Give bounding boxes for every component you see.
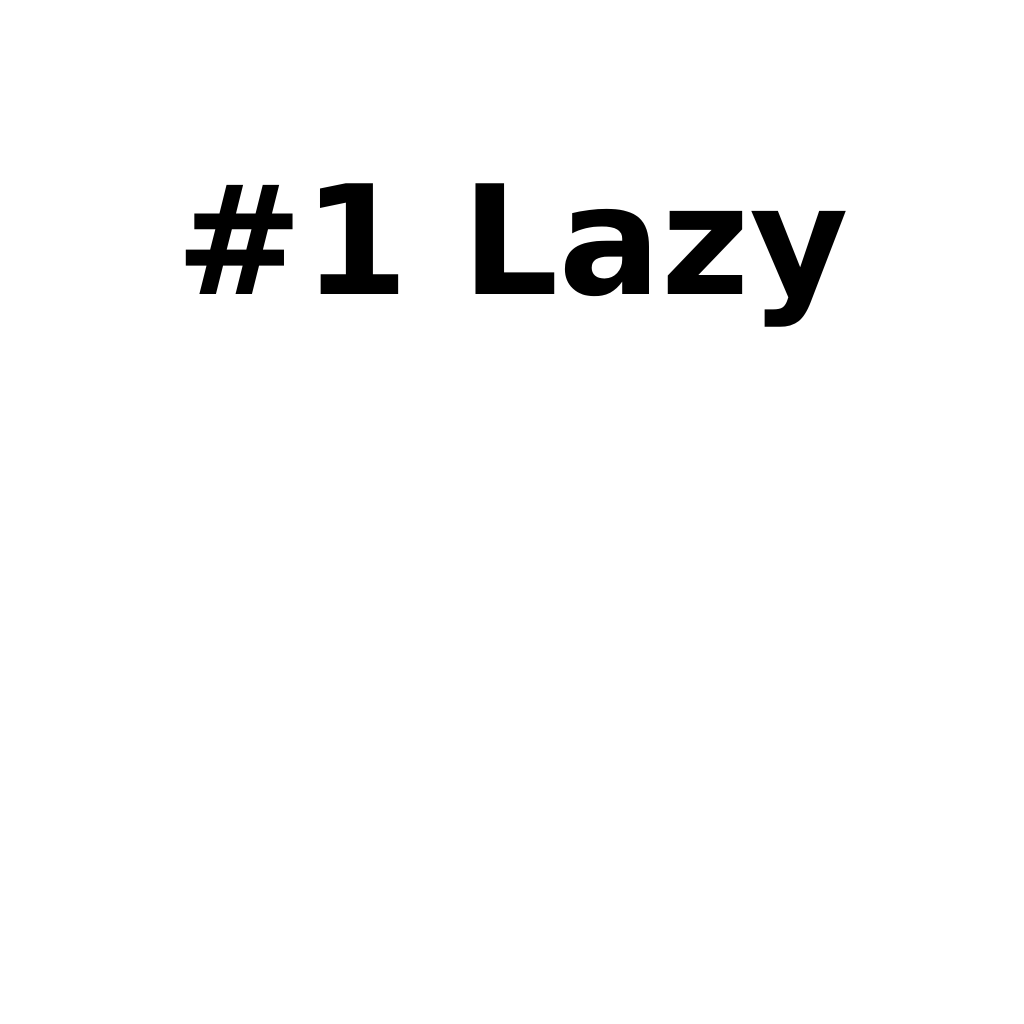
- headline-text: #1 Lazy: [175, 153, 849, 330]
